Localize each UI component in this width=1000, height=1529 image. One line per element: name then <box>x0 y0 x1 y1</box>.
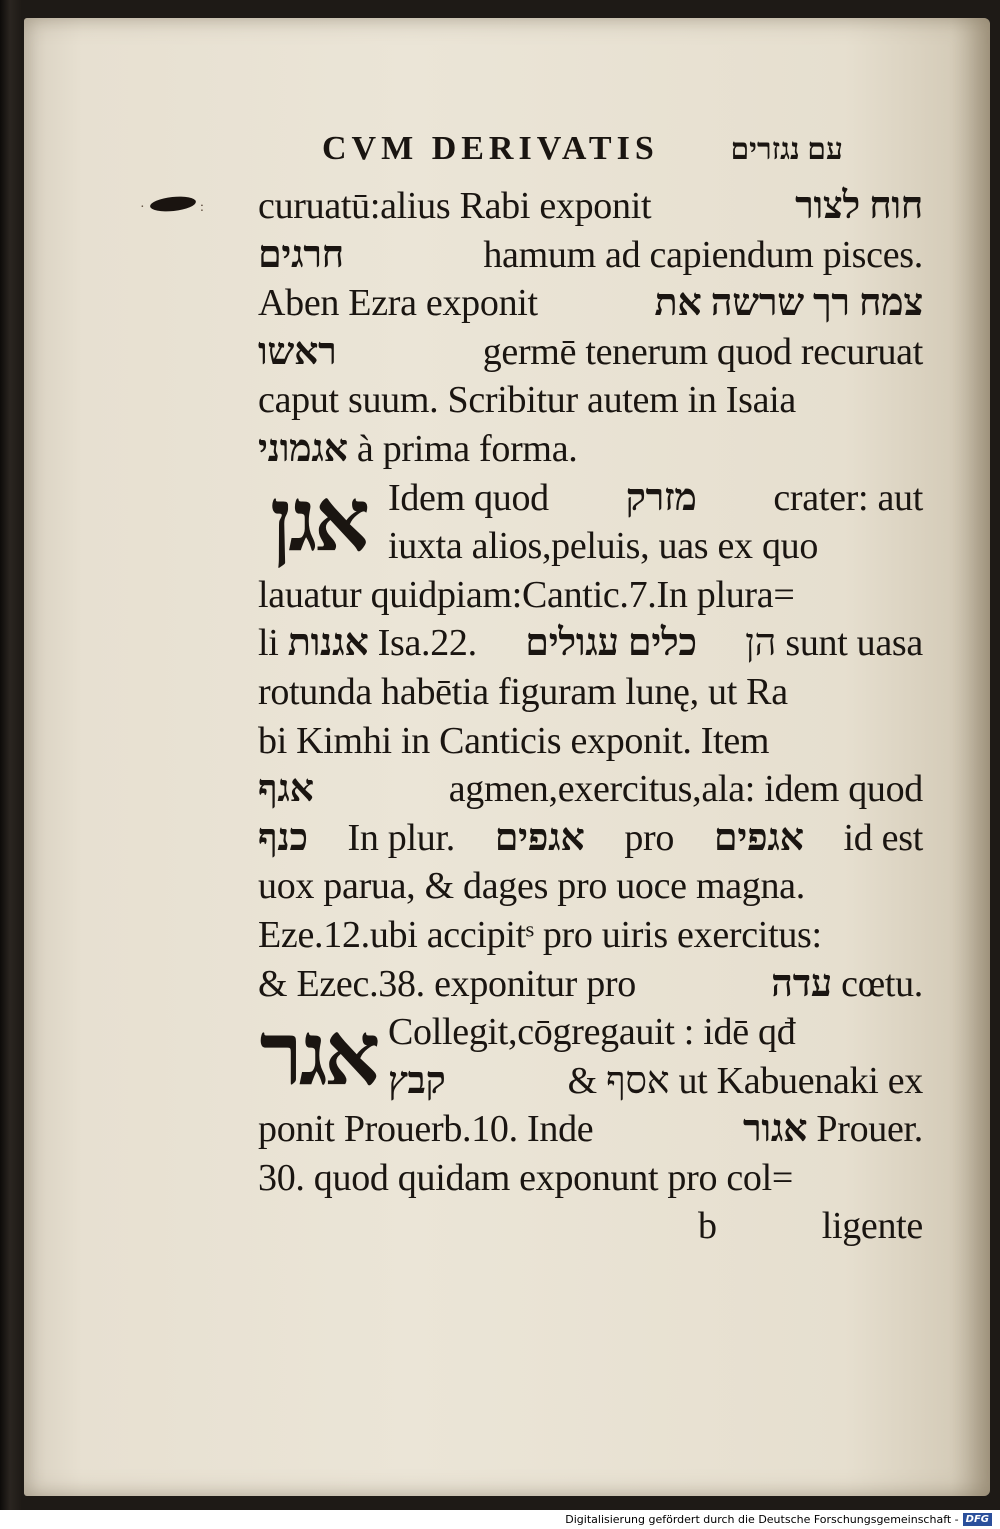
text-line: Eze.12.ubi accipitˢ pro uiris exercitus: <box>258 913 822 956</box>
text-line: bi Kimhi in Canticis exponit. Item <box>258 719 770 762</box>
dictionary-entry <box>258 474 923 571</box>
dfg-logo: DFG <box>963 1513 992 1526</box>
text-line: אגמוני à prima forma. <box>258 427 578 470</box>
page-text <box>258 130 923 1251</box>
digitization-footer <box>0 1510 1000 1529</box>
text-line: iuxta alios,peluis, uas ex quo <box>388 525 819 568</box>
text-line: Idem quod מזרק crater: aut <box>388 476 923 519</box>
text-line: 30. quod quidam exponunt pro col= <box>258 1156 794 1199</box>
text-line: li אגנות Isa.22. כלים עגולים הן sunt uasa <box>258 622 923 665</box>
text-line: lauatur quidpiam:Cantic.7.In plura= <box>258 573 795 616</box>
text-line: Aben Ezra exponit צמח רך שרשה את <box>258 282 923 325</box>
signature-mark: b <box>698 1205 717 1248</box>
text-line: אגף agmen,exercitus,ala: idem quod <box>258 768 923 811</box>
ink-dots-right: : <box>200 200 204 215</box>
text-line: caput suum. Scribitur autem in Isaia <box>258 379 796 422</box>
text-line: כנף In plur. אגפים pro אגפים id est <box>258 816 923 859</box>
header-latin: CVM DERIVATIS <box>322 130 659 167</box>
catchword: ligente <box>821 1205 923 1248</box>
text-line: uox parua, & dages pro uoce magna. <box>258 865 805 908</box>
text-line: חרגים hamum ad capiendum pisces. <box>258 233 923 276</box>
header-hebrew: עם נגזרים <box>730 133 843 166</box>
running-header <box>258 130 923 182</box>
signature-line <box>258 1202 923 1251</box>
text-line: Collegit,cōgregauit : idē qđ <box>388 1011 796 1054</box>
entry-headword: אגן <box>270 472 366 570</box>
text-line: ראשו germē tenerum quod recuruat <box>258 330 923 373</box>
text-line: ponit Prouerb.10. Inde אגור Prouer. <box>258 1108 923 1151</box>
text-line: & Ezec.38. exponitur pro עדה cœtu. <box>258 962 923 1005</box>
text-line: קבץ & אסף ut Kabuenaki ex <box>388 1059 923 1102</box>
text-line: rotunda habētia figuram lunę, ut Ra <box>258 670 788 713</box>
footer-credit: Digitalisierung gefördert durch die Deutsche Forschungsgemeinschaft - <box>565 1513 959 1526</box>
dictionary-entry <box>258 1008 923 1105</box>
text-line: curuatū:alius Rabi exponit חוח לצור <box>258 185 923 227</box>
ink-dots-left: · <box>140 200 145 215</box>
entry-headword: אגר <box>259 1007 377 1105</box>
